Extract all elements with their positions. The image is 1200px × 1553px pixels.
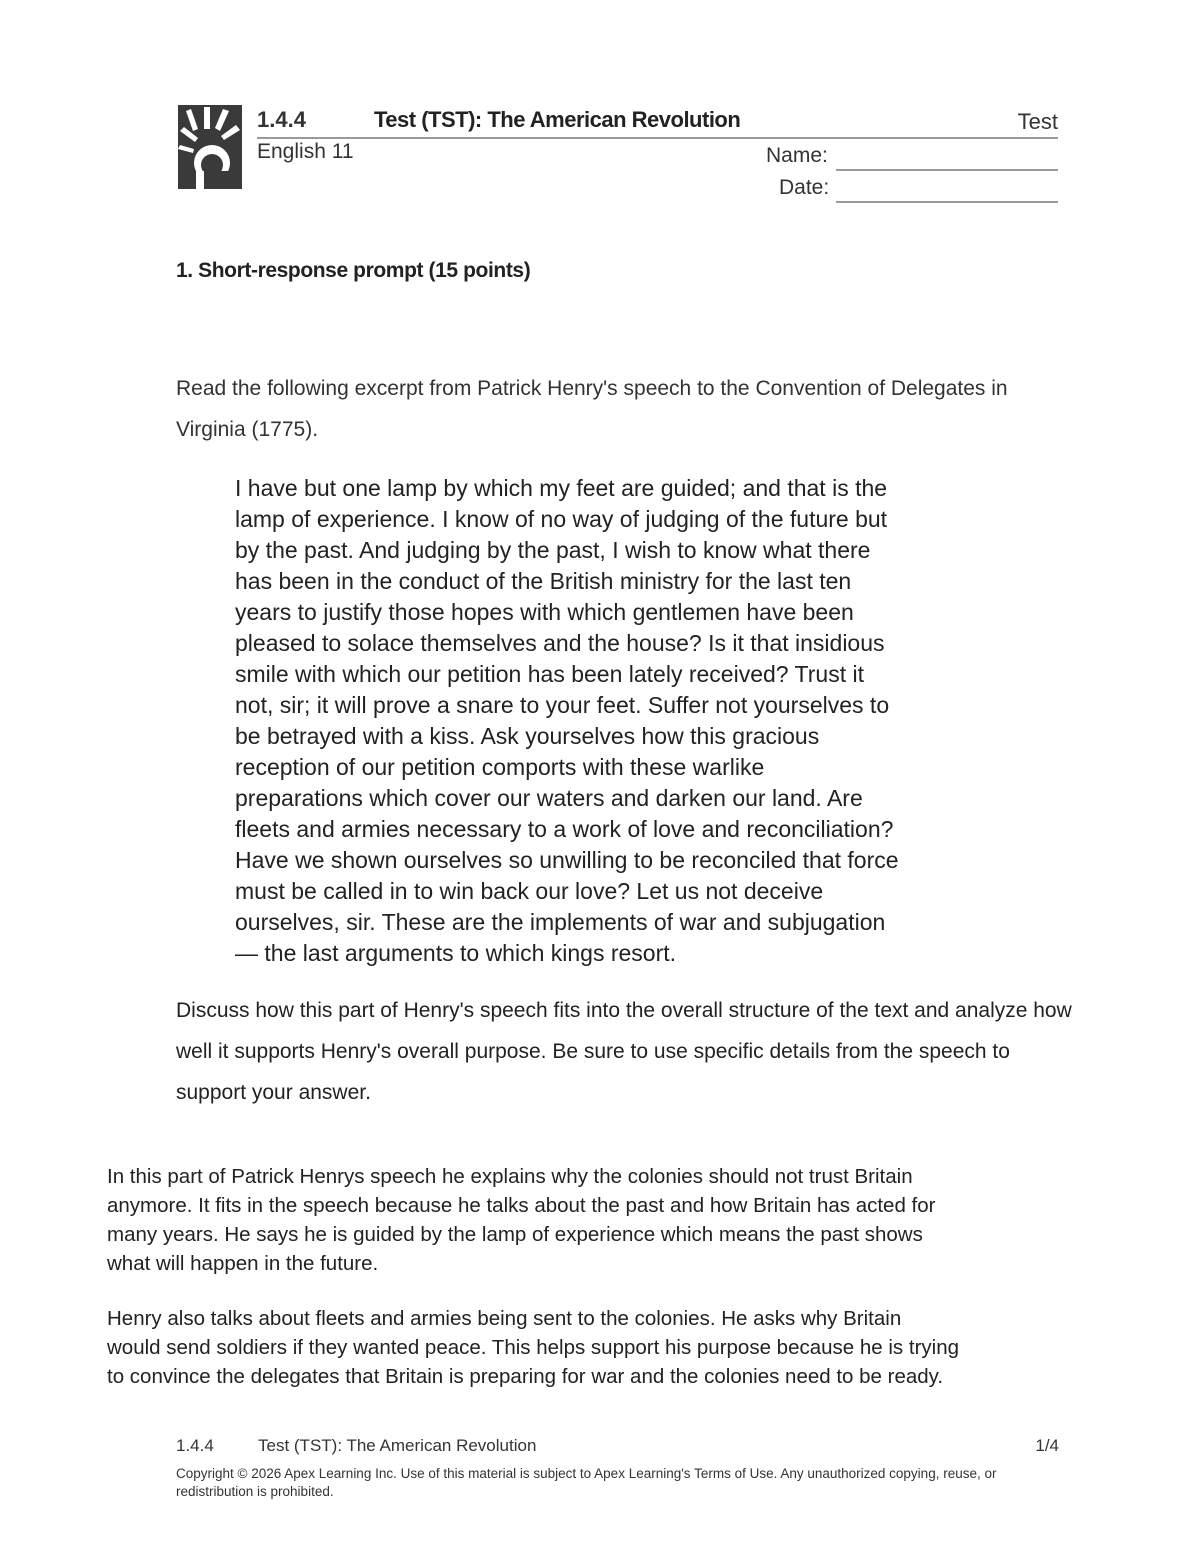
question-intro: Read the following excerpt from Patrick Henry's speech to the Convention of Delegates in Virginia (1775). [176,377,1008,441]
excerpt-line: pleased to solace themselves and the house? Is it that insidious [235,630,885,656]
question-prompt: Discuss how this part of Henry's speech fits into the overall structure of the text and analyze how well it supports Henry's overall purpose. Be sure to use specific details from the speech to support your answer. [176,999,1072,1104]
excerpt-line: preparations which cover our waters and darken our land. Are [235,785,863,811]
answer-paragraph-2[interactable] [107,1304,1107,1391]
excerpt-line: not, sir; it will prove a snare to your feet. Suffer not yourselves to [235,692,890,718]
question-heading: 1. Short-response prompt (15 points) [176,259,531,282]
excerpt-line: ourselves, sir. These are the implements of war and subjugation [235,909,886,935]
excerpt-line: by the past. And judging by the past, I wish to know what there [235,537,871,563]
excerpt-line: years to justify those hopes with which gentlemen have been [235,599,854,625]
excerpt-line: — the last arguments to which kings resort. [235,940,677,966]
name-label: Name: [766,144,828,167]
date-field[interactable] [836,201,1058,203]
answer-line: In this part of Patrick Henrys speech he explains why the colonies should not trust Britain [107,1165,913,1188]
course-name: English 11 [257,140,354,163]
excerpt-line: I have but one lamp by which my feet are guided; and that is the [235,475,888,501]
header-divider [257,137,1058,139]
apex-learning-logo-icon [178,105,242,189]
excerpt-line: reception of our petition comports with these warlike [235,754,765,780]
answer-line: to convince the delegates that Britain is preparing for war and the colonies need to be ready. [107,1365,944,1388]
date-label: Date: [779,176,830,199]
excerpt-line: has been in the conduct of the British ministry for the last ten [235,568,852,594]
answer-line: many years. He says he is guided by the lamp of experience which means the past shows [107,1223,923,1246]
footer-title: Test (TST): The American Revolution [258,1436,537,1455]
excerpt-line: must be called in to win back our love? Let us not deceive [235,878,824,904]
excerpt-line: fleets and armies necessary to a work of love and reconciliation? [235,816,894,842]
answer-line: anymore. It fits in the speech because he talks about the past and how Britain has acted for [107,1194,936,1217]
excerpt-line: lamp of experience. I know of no way of judging of the future but [235,506,888,532]
answer-paragraph-1[interactable] [107,1162,1107,1278]
answer-line: what will happen in the future. [107,1252,379,1275]
excerpt-line: be betrayed with a kiss. Ask yourselves how this gracious [235,723,820,749]
excerpt-line: smile with which our petition has been lately received? Trust it [235,661,864,687]
header-type: Test [1017,109,1058,134]
page-title: Test (TST): The American Revolution [374,107,741,132]
name-field[interactable] [836,169,1058,171]
footer-number: 1.4.4 [176,1436,214,1455]
page-number: 1/4 [1035,1436,1059,1455]
answer-line: would send soldiers if they wanted peace. This helps support his purpose because he is trying [107,1336,960,1359]
excerpt-line: Have we shown ourselves so unwilling to be reconciled that force [235,847,899,873]
answer-line: Henry also talks about fleets and armies being sent to the colonies. He asks why Britain [107,1307,902,1330]
copyright-notice: Copyright © 2026 Apex Learning Inc. Use of this material is subject to Apex Learning's Terms of Use. Any unauthorized copying, reuse, or redistribution is prohibited. [176,1466,997,1499]
header-number: 1.4.4 [257,107,306,132]
speech-excerpt [235,473,1025,969]
